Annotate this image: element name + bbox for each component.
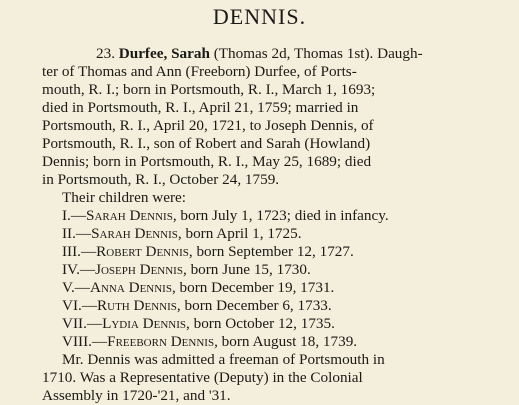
child-numeral: I.— bbox=[62, 207, 87, 224]
child-detail: , born September 12, 1727. bbox=[188, 243, 354, 260]
closing-line: 1710. Was a Representative (Deputy) in the Colonial bbox=[42, 369, 363, 386]
child-name: Sarah Dennis bbox=[91, 225, 178, 242]
child-detail: , born July 1, 1723; died in infancy. bbox=[172, 207, 389, 224]
child-detail: , born December 6, 1733. bbox=[176, 297, 332, 314]
entry-parentage: (Thomas 2d, Thomas 1st). Daugh- bbox=[213, 45, 423, 62]
child-entry bbox=[62, 315, 335, 333]
child-entry bbox=[62, 333, 357, 351]
child-numeral: IV.— bbox=[62, 261, 96, 278]
child-detail: , born April 1, 1725. bbox=[177, 225, 302, 242]
child-numeral: V.— bbox=[62, 279, 90, 296]
entry-line: Dennis; born in Portsmouth, R. I., May 25, 1689; died bbox=[42, 153, 372, 170]
child-name: Joseph Dennis bbox=[95, 261, 183, 278]
child-numeral: VII.— bbox=[62, 315, 103, 332]
entry-line: Portsmouth, R. I., son of Robert and Sarah (Howland) bbox=[42, 135, 371, 152]
entry-line: died in Portsmouth, R. I., April 21, 1759; married in bbox=[42, 99, 359, 116]
entry-line-1 bbox=[96, 45, 423, 63]
child-name: Sarah Dennis bbox=[86, 207, 173, 224]
entry-line: ter of Thomas and Ann (Freeborn) Durfee, of Ports- bbox=[42, 63, 357, 80]
child-numeral: II.— bbox=[62, 225, 92, 242]
child-detail: , born October 12, 1735. bbox=[186, 315, 335, 332]
child-detail: , born December 19, 1731. bbox=[171, 279, 335, 296]
closing-line: Assembly in 1720-'21, and '31. bbox=[42, 387, 231, 404]
entry-name: Durfee, Sarah bbox=[118, 45, 210, 62]
entry-number: 23. bbox=[96, 45, 115, 62]
child-entry bbox=[62, 279, 334, 297]
child-name: Robert Dennis bbox=[96, 243, 189, 260]
child-numeral: III.— bbox=[62, 243, 97, 260]
entry-line: in Portsmouth, R. I., October 24, 1759. bbox=[42, 171, 280, 188]
child-name: Lydia Dennis bbox=[102, 315, 187, 332]
child-name: Anna Dennis bbox=[90, 279, 172, 296]
child-entry bbox=[62, 225, 302, 243]
closing-line: Mr. Dennis was admitted a freeman of Portsmouth in bbox=[62, 351, 385, 368]
child-entry bbox=[62, 207, 389, 225]
child-name: Ruth Dennis bbox=[97, 297, 177, 314]
page-heading: DENNIS. bbox=[212, 4, 307, 29]
child-entry bbox=[62, 261, 311, 279]
child-detail: , born June 15, 1730. bbox=[182, 261, 311, 278]
child-numeral: VI.— bbox=[62, 297, 98, 314]
child-entry bbox=[62, 297, 332, 315]
entry-line: Portsmouth, R. I., April 20, 1721, to Joseph Dennis, of bbox=[42, 117, 374, 134]
child-numeral: VIII.— bbox=[62, 333, 108, 350]
child-name: Freeborn Dennis bbox=[107, 333, 215, 350]
entry-line: mouth, R. I.; born in Portsmouth, R. I., March 1, 1693; bbox=[42, 81, 376, 98]
child-detail: , born August 18, 1739. bbox=[214, 333, 358, 350]
children-intro: Their children were: bbox=[62, 189, 186, 206]
child-entry bbox=[62, 243, 354, 261]
